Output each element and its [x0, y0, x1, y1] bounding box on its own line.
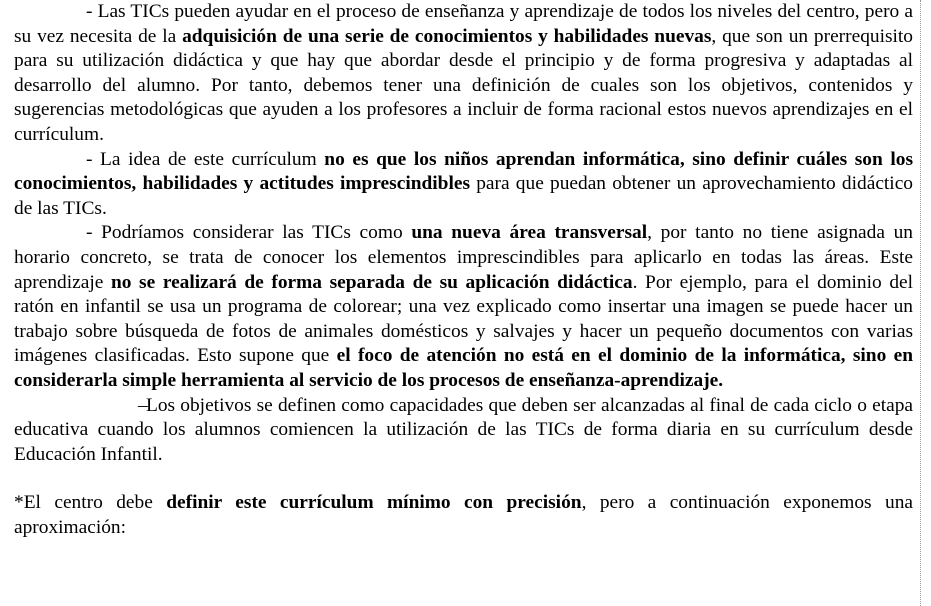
margin-guide-line: [920, 0, 922, 606]
segment: para que puedan obtener un aprovechamiento didáctico de las TICs.: [14, 173, 913, 219]
segment-bold: el foco de atención no está en el dominio de la informática, sino en considerarla simple herramienta al servicio de los procesos de enseñanza-aprendizaje.: [14, 345, 914, 391]
segment-bold: no se realizará de forma separada de su aplicación didáctica: [110, 271, 633, 293]
segment: Los objetivos se definen como capacidades que deben ser alcanzadas al final de cada ciclo o etapa educativa cuando los alumnos comiencen la utilización de las TICs de forma diaria en su currículum desde Educación Infantil.: [14, 394, 913, 465]
segment-bold: adquisición de una serie de conocimientos y habilidades nuevas: [182, 25, 712, 47]
paragraph-center-definition: [14, 491, 913, 540]
segment: , pero a continuación exponemos una aproximación:: [14, 492, 913, 538]
segment: - La idea de este currículum: [86, 148, 325, 170]
segment-bold: definir este currículum mínimo con precisión: [166, 492, 582, 514]
segment-bold: no es que los niños aprendan informática, sino definir cuáles son los conocimientos, habilidades y actitudes imprescindibles: [14, 148, 913, 195]
segment-bold: una nueva área transversal: [411, 222, 648, 244]
paragraph-curriculum-idea: [14, 148, 913, 222]
paragraph-objectives: [14, 394, 913, 468]
paragraph-transversal-area: [14, 221, 913, 393]
segment: - Las TICs pueden ayudar en el proceso de enseñanza y aprendizaje de todos los niveles del centro, pero a su vez necesita de la: [14, 1, 913, 47]
document-page: [14, 0, 913, 540]
segment: . Por ejemplo, para el dominio del ratón en infantil se usa un programa de colorear; una vez explicado como insertar una imagen se puede hacer un trabajo sobre búsqueda de fotos de animales domésticos y salvajes y hacer un pequeño documentos con varias imágenes clasificadas. Esto supone que: [14, 271, 914, 367]
segment: , por tanto no tiene asignada un horario concreto, se trata de conocer los elementos imprescindibles para aplicarlo en todas las áreas. Este aprendizaje: [14, 222, 913, 293]
segment: , que son un prerrequisito para su utilización didáctica y que hay que abordar desde el principio y de forma progresiva y adaptadas al desarrollo del alumno. Por tanto, debemos tener una definición de cuales son los objetivos, contenidos y sugerencias metodológicas que ayuden a los profesores a incluir de forma racional estos nuevos aprendizajes en el currículum.: [14, 25, 913, 145]
paragraph-tics-learning: [14, 0, 913, 148]
dash-bullet: –: [138, 394, 148, 416]
segment: *El centro debe: [14, 492, 167, 514]
segment: - Podríamos considerar las TICs como: [86, 222, 412, 244]
